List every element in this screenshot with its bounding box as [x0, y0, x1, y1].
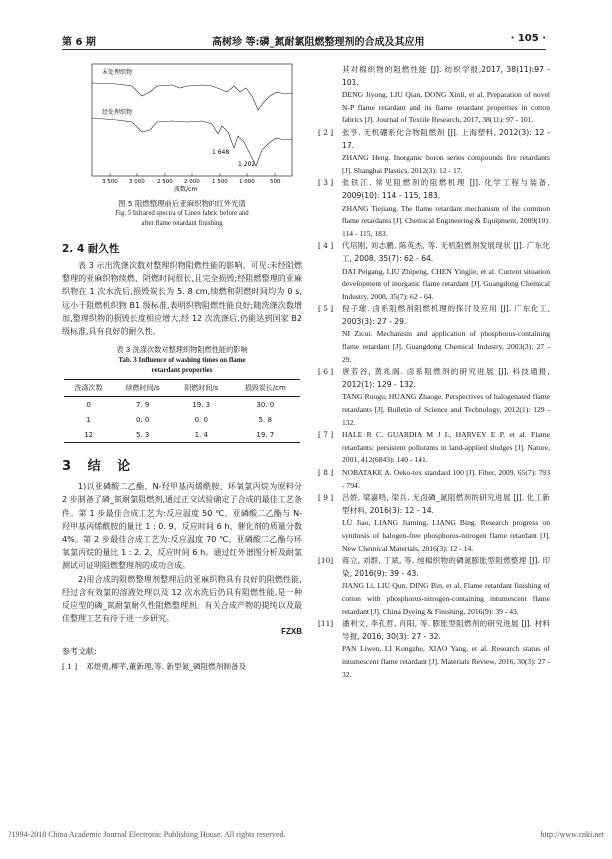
table-header-cell: 续燃时间/s [113, 380, 172, 397]
page-footer [0, 828, 612, 846]
table-caption-en-2: retardant properties [151, 366, 213, 375]
reference-zh: 倪子璀. 卤系阻燃剂阻燃机理的探讨及应用 [J]. 广东化工, 2003(3): 27 - 29. [342, 304, 550, 326]
reference-number: [ 5 ] [318, 304, 334, 314]
reference-en: LÜ Jiao, LIANG Jiaming, LIANG Bing. Research progress on synthesis of halogen-free phosphorus-nitrogen flame retardant [J]. New Chemical Materials, 2016(3): 12 - 14. [342, 518, 550, 553]
reference-number: [ 8 ] [318, 468, 334, 477]
x-tick-label: 2 500 [157, 179, 173, 185]
ir-spectrum-plot [62, 62, 302, 192]
reference-zh: 吕娇, 梁嘉鸣, 梁兵. 无卤磷_氮阻燃剂的研究进展 [J]. 化工新型材料, 2016(3): 12 - 14. [342, 493, 550, 515]
reference-number: [ 3 ] [318, 178, 334, 188]
x-tick-label: 500 [270, 179, 281, 185]
reference-item [318, 492, 550, 555]
table-cell: 5. 8 [258, 415, 272, 424]
table-row [64, 412, 300, 427]
untreated-spectrum-line [92, 83, 292, 110]
table-cell: 0 [86, 400, 91, 409]
ir-spectrum-figure [62, 62, 302, 192]
x-tick-label: 2 000 [184, 179, 200, 185]
reference-en: ZHANG Tiejiang. The flame retardant mechanism of the common flame retardants [J]. Chemical Engineering & Equipment, 2009(10): 114 - 115, 183. [342, 203, 550, 238]
reference-item [318, 618, 550, 681]
reference-item [318, 177, 550, 240]
peak-label-1648: 1 648 [212, 149, 230, 156]
reference-zh: 张亨. 无机硼系化合物阻燃剂 [J]. 上海塑料, 2012(3): 12 - 17. [342, 127, 550, 150]
reference-item [318, 240, 550, 303]
reference-number: [11] [318, 619, 334, 629]
reference-item [318, 127, 550, 177]
reference-en: DAI Peigang, LIU Zhipeng, CHEN Yingjie, et al. Current situation development of inorganic flame retardant [J]. Guangdong Chemical Industry, 2008, 35(7): 62 - 64. [342, 266, 550, 301]
reference-en: ZHANG Heng. Inorganic boron series compounds fire retardants [J]. Shanghai Plastics, 2012(3): 12 - 17. [342, 153, 550, 175]
reference-number: [ 1 ] [62, 662, 78, 672]
table-cell: 7. 9 [135, 400, 150, 409]
table-cell: 0. 0 [194, 415, 208, 424]
peak-label-1202: 1 202 [238, 161, 256, 168]
conclusion-paragraph-2: 2)用合成的阻燃整理剂整理后的亚麻织物具有良好的阻燃性能,经过含有效氯的溶液处理以及 12 次水洗后仍具有阻燃性能,是一种反应型的磷_氮耐氯耐久性阻燃整理剂。有关合成产物的提纯以及最佳整理工艺有待于进一步研究。 [62, 574, 302, 624]
reference-zh: 蒋立, 刘群, 丁斌, 等. 纯棉织物的磷氮膨胀型阻燃整理 [J]. 印染, 2016(9): 39 - 43. [342, 556, 550, 578]
table-cell: 30. 0 [256, 400, 275, 409]
running-title: 高树珍 等:磷_氮耐氯阻燃整理剂的合成及其应用 [212, 37, 425, 48]
page-header [62, 30, 546, 50]
series-label-untreated: 未处理织物 [102, 69, 133, 76]
copyright-notice: ?1994-2018 China Academic Journal Electronic Publishing House. All rights reserved. [8, 830, 286, 839]
reference-number: [ 4 ] [318, 241, 334, 251]
reference-zh: 潘利文, 李孔哲, 肖阳, 等. 膨胀型阻燃剂的研究进展 [J]. 材料导报, 2016, 30(3): 27 - 32. [342, 619, 550, 641]
x-tick-marks [110, 173, 275, 176]
footer-link[interactable]: http://www.cnki.net [540, 830, 604, 839]
section-heading-2-4: 2. 4 耐久性 [62, 243, 120, 255]
reference-item [318, 467, 550, 492]
reference-en: HALE R C, GUARDIA M J L, HARVEY E P, et al. Flame retardants: persistent pollutants in land-applied sludges [J]. Nature, 2001, 412(6843): 140 - 141. [342, 430, 550, 465]
section-heading-3: 3 结 论 [62, 459, 137, 475]
table-row [64, 397, 300, 413]
table-cell: 1. 4 [172, 427, 231, 443]
series-label-treated: 经处理织物 [102, 109, 133, 116]
paragraph-durability: 表 3 示出洗涤次数对整理织物阻燃性能的影响。可见:未经阻燃整理的亚麻织物续燃、阴燃时间很长,且完全损毁;经阻燃整理的亚麻织物在 1 次水洗后,损毁炭长为 5. 8 cm,续燃和阴燃时间均为 0 s,远小于阻燃机织物 B1 级标准,表明织物阻燃性能良好;随洗涤次数增加,整理织物的损毁长度相应增大,经 12 次洗涤后,仍能达到国家 B2 级标准,具有良好的耐久性。 [62, 261, 302, 337]
reference-item [318, 555, 550, 618]
table-header-cell: 损毁炭长/cm [231, 380, 300, 397]
reference-zh: 张铁江. 常见阻燃剂的阻燃机理 [J]. 化学工程与装备, 2009(10): 114 - 115, 183. [342, 178, 550, 200]
reference-en: DENG Jiyong, LIU Qian, DONG Xinli, et al. Preparation of novel N-P flame retardant and its flame retardant properties in cotton fabrics [J]. Journal of Textile Research, 2017, 38(11): 97 - 101. [342, 90, 550, 125]
table-cell: 19. 3 [192, 400, 211, 409]
reference-number: [ 6 ] [318, 367, 334, 377]
reference-item [62, 661, 302, 674]
issue-number: 第 6 期 [62, 37, 96, 48]
reference-item [318, 64, 550, 127]
reference-en: PAN Liwen, LI Kongzhe, XIAO Yang, et al. Research status of intumescent flame retardant [J]. Materials Review, 2016, 30(3): 27 - 32. [342, 644, 550, 679]
reference-en: NI Zicui. Mechanism and application of phosphorus-containing flame retardant [J]. Guangdong Chemical Industry, 2003(3): 27 - 29. [342, 329, 550, 364]
left-column [62, 62, 302, 674]
x-tick-label: 3 000 [129, 179, 145, 185]
reference-number: [ 9 ] [318, 493, 334, 503]
table-cell: 19. 7 [231, 427, 300, 443]
table-cell: 5. 3 [113, 427, 172, 443]
table-header-cell: 阴燃时间/s [172, 380, 231, 397]
reference-en: TANG Ruogu, HUANG Zhaoge. Perspectives of halogenated flame retardants [J]. Bulletin of Science and Technology, 2012(1): 129 - 132. [342, 392, 550, 427]
figure-caption-zh: 图 5 阻燃整理前后亚麻织物的红外光谱 [118, 199, 246, 208]
reference-number: [ 7 ] [318, 430, 334, 440]
reference-item [318, 303, 550, 366]
table-row [64, 427, 300, 443]
reference-zh: 其对棉织物的阻燃性能 [J]. 纺织学报,2017, 38(11):97 - 101. [342, 65, 550, 87]
table-cell: 0. 0 [135, 415, 150, 424]
table-cell: 1 [86, 415, 91, 424]
table-caption-en-1: Tab. 3 Influence of washing times on flame [118, 356, 246, 365]
reference-number: [ 2 ] [318, 127, 334, 137]
reference-item [318, 366, 550, 429]
journal-mark: FZXB [281, 627, 302, 637]
table-caption-zh: 表 3 洗涤次数对整理织物阻燃性能的影响 [116, 345, 248, 355]
x-tick-label: 1 500 [212, 179, 228, 185]
treated-spectrum-line [92, 118, 292, 166]
reference-number: [10] [318, 556, 334, 566]
plot-frame [92, 64, 292, 176]
table-cell: 12 [64, 427, 113, 443]
reference-zh: 唐若谷, 黄兆阁. 卤系阻燃剂的研究进展 [J]. 科技通报, 2012(1): 129 - 132. [342, 367, 550, 389]
x-axis-label: 波数/cm [174, 186, 198, 192]
table-header-cell: 洗涤次数 [64, 380, 113, 397]
reference-zh: 邓煜勇,柳芊,董新理,等. 新型氮_磷阻燃剂制备及 [86, 662, 247, 672]
reference-en: NOBATAKE A. Oeko-tex standard 100 [J]. Fiber, 2009, 65(7): 793 - 794. [342, 468, 550, 490]
conclusion-paragraph-1: 1)以亚磷酸二乙酯、N-羟甲基丙烯酰胺、环氧氯丙烷为原料分 2 步制备了磷_氮耐氯阻燃剂,通过正交试验确定了合成的最佳工艺条件。第 1 步最佳合成工艺为:反应温度 50 ℃、亚磷酸二乙酯与 N-羟甲基丙烯酰胺的量比 1 : 0. 9、反应时间 6 h、催化剂的质量分数 4%。第 2 步最佳合成工艺为:反应温度 70 ℃、亚磷酸二乙酯与环氧氯丙烷的量比 1 : 2. 2、反应时间 6 h。通过红外谱图分析及耐氯测试可证明阻燃整理剂的成功合成。 [62, 482, 302, 571]
reference-item [318, 429, 550, 467]
reference-en: JIANG Li, LIU Qun, DING Bin, et al. Flame retardant finishing of cotton with phosphorus-nitrogen-containing intumescent flame retardant [J]. China Dyeing & Finishing, 2016(9): 39 - 43. [342, 581, 550, 616]
x-tick-label: 3 500 [102, 179, 118, 185]
x-tick-label: 1 000 [239, 179, 255, 185]
right-column [318, 64, 550, 681]
figure-caption-en-1: Fig. 5 Infrared spectra of Linen fabric before and [115, 210, 249, 217]
reference-zh: 代培刚, 刘志鹏, 陈英杰, 等. 无机阻燃剂发展现状 [J]. 广东化工, 2008, 35(7): 62 - 64. [342, 241, 550, 263]
page-number: · 105 · [510, 33, 546, 44]
references-heading: 参考文献: [62, 647, 97, 657]
washing-table [64, 379, 300, 443]
figure-caption-en-2: after flame retardant finishing [141, 220, 223, 227]
table-header-row [64, 380, 300, 397]
